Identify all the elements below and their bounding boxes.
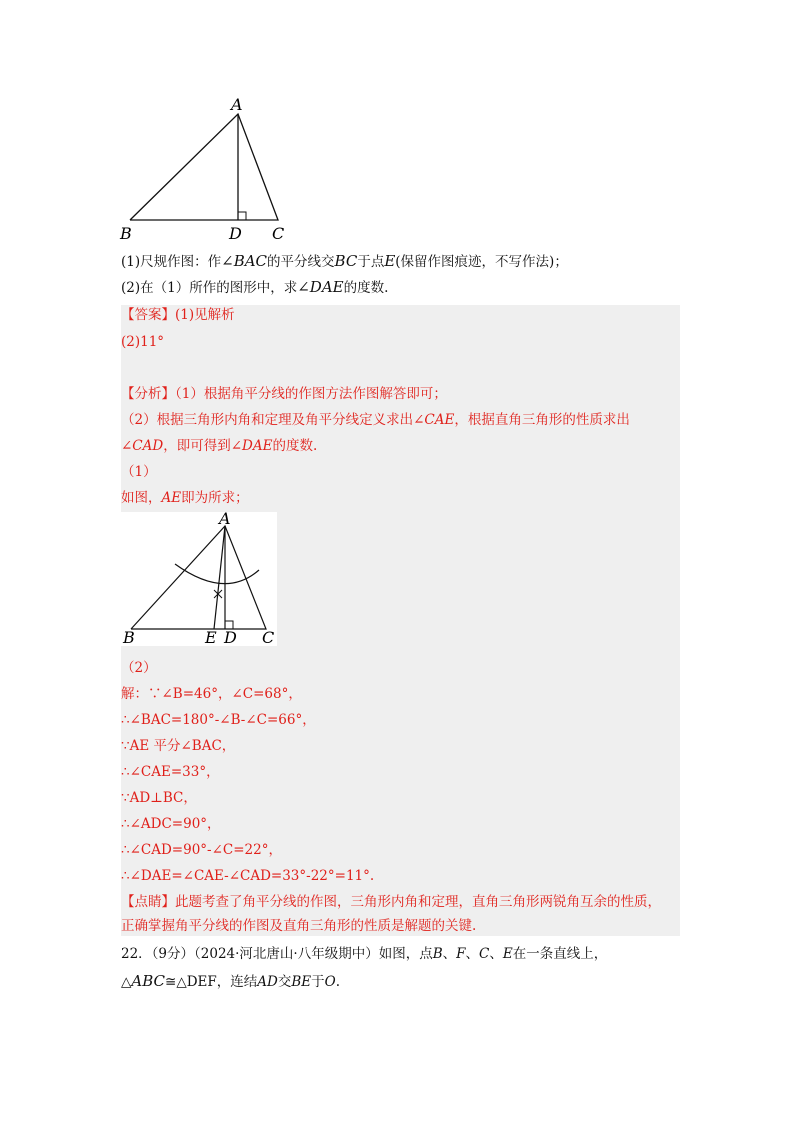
question-1: (1)尺规作图：作∠BAC的平分线交BC于点E(保留作图痕迹，不写作法)； (121, 252, 568, 270)
solution-step-4: ∴∠CAE=33°， (121, 764, 220, 780)
fig1-label-d: D (229, 224, 242, 243)
analysis-tag: 【分析】 (121, 386, 175, 402)
analysis-line-1: 【分析】（1）根据角平分线的作图方法作图解答即可； (121, 386, 447, 402)
fig2-label-d: D (224, 628, 237, 646)
fig2-label-e: E (205, 628, 217, 646)
solution-step-1: 解：∵∠B=46°，∠C=68°， (121, 686, 302, 702)
answer-tag: 【答案】 (121, 307, 175, 323)
analysis-line-2: （2）根据三角形内角和定理及角平分线定义求出∠CAE，根据直角三角形的性质求出 (121, 412, 630, 428)
fig1-label-a: A (231, 95, 243, 114)
comment-line-2: 正确掌握角平分线的作图及直角三角形的性质是解题的关键. (121, 918, 477, 934)
fig1-label-c: C (272, 224, 285, 243)
solution-step-6: ∴∠ADC=90°， (121, 816, 221, 832)
part1-label: （1） (121, 464, 157, 480)
fig2-label-c: C (262, 628, 275, 646)
solution-step-7: ∴∠CAD=90°-∠C=22°， (121, 842, 282, 858)
solution-step-2: ∴∠BAC=180°-∠B-∠C=66°， (121, 712, 316, 728)
triangle-figure (116, 94, 296, 244)
comment-line-1: 【点睛】此题考查了角平分线的作图，三角形内角和定理，直角三角形两锐角互余的性质， (121, 894, 661, 910)
solution-step-8: ∴∠DAE=∠CAE-∠CAD=33°-22°=11°. (121, 868, 375, 884)
comment-tag: 【点睛】 (121, 894, 175, 910)
part2-label: （2） (121, 660, 157, 676)
fig1-label-b: B (120, 224, 132, 243)
question-22-line-2: △ABC≅△DEF，连结AD交BE于O. (121, 972, 340, 990)
analysis-line-3: ∠CAD，即可得到∠DAE的度数. (121, 438, 318, 454)
answer-line-2: (2)11° (121, 334, 165, 350)
part1-text: 如图，AE即为所求； (121, 490, 249, 506)
question-2: (2)在（1）所作的图形中，求∠DAE的度数. (121, 278, 389, 296)
answer-line-1: 【答案】(1)见解析 (121, 307, 235, 323)
solution-step-5: ∵AD⊥BC， (121, 790, 197, 806)
construction-figure (121, 512, 277, 646)
fig2-label-a: A (219, 512, 231, 528)
fig2-label-b: B (123, 628, 135, 646)
question-22-line-1: 22．（9分）（2024·河北唐山·八年级期中）如图，点B、F、C、E在一条直线上， (121, 946, 608, 962)
solution-step-3: ∵AE 平分∠BAC， (121, 738, 236, 754)
